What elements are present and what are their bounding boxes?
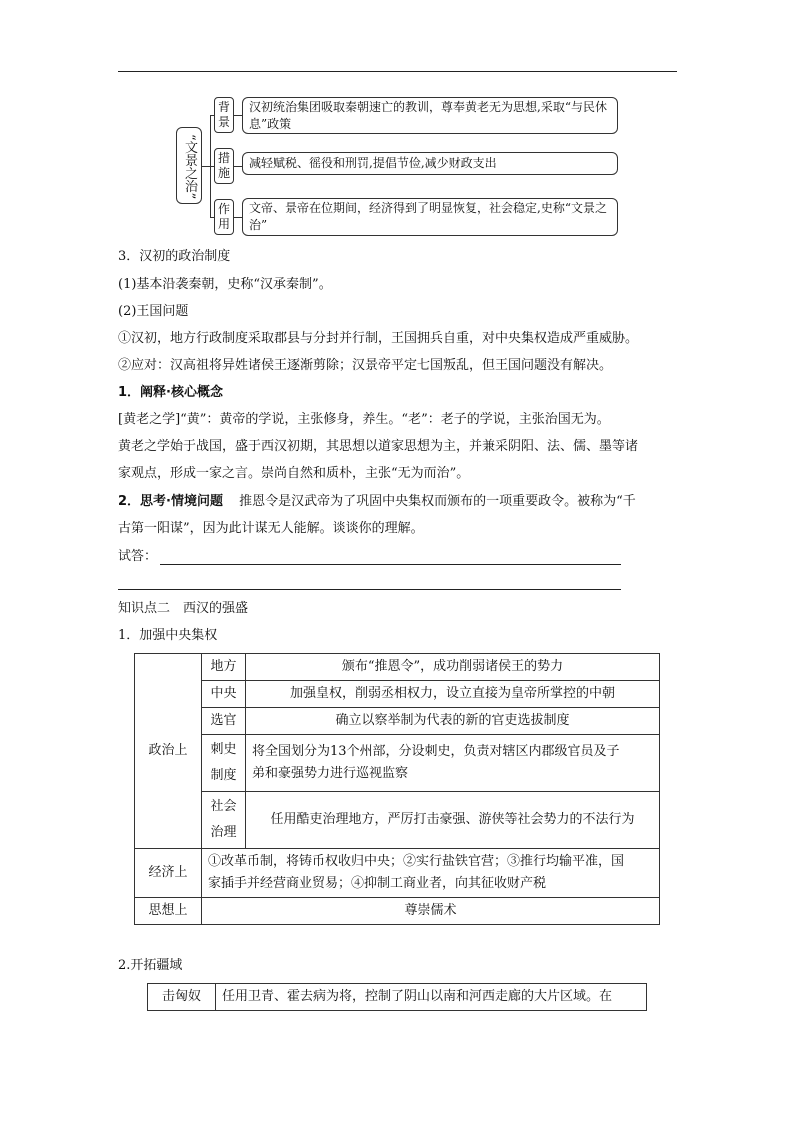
table-row bbox=[135, 654, 660, 681]
think-heading: 2．思考·情境问题 bbox=[118, 494, 223, 509]
thought-label: 思想上 bbox=[135, 898, 202, 925]
paragraph: (1)基本沿袭秦朝，史称“汉承秦制”。 bbox=[118, 277, 332, 292]
mindmap-connector bbox=[202, 166, 210, 167]
row-key: 地方 bbox=[202, 654, 246, 681]
row-key: 选官 bbox=[202, 708, 246, 735]
mindmap-branch-label: 作用 bbox=[214, 199, 234, 235]
row-value: 颁布“推恩令”，成功削弱诸侯王的势力 bbox=[246, 654, 660, 681]
frontier-value: 任用卫青、霍去病为将，控制了阴山以南和河西走廊的大片区域。在 bbox=[216, 984, 647, 1011]
row-value: 将全国划分为13个州部，分设刺史，负责对辖区内郡级官员及子 弟和豪强势力进行巡视监察 bbox=[246, 735, 660, 792]
subsection-heading: 2.开拓疆域 bbox=[118, 958, 183, 973]
paragraph: ②应对：汉高祖将异姓诸侯王逐渐剪除；汉景帝平定七国叛乱，但王国问题没有解决。 bbox=[118, 358, 613, 373]
table-row bbox=[135, 849, 660, 898]
page-header-rule bbox=[118, 71, 677, 72]
row-value: 任用酷吏治理地方，严厉打击豪强、游侠等社会势力的不法行为 bbox=[246, 792, 660, 849]
mindmap-branch-text: 文帝、景帝在位期间，经济得到了明显恢复，社会稳定,史称“文景之治” bbox=[242, 198, 618, 236]
think-text: 古第一阳谋”，因为此计谋无人能解。谈谈你的理解。 bbox=[118, 521, 424, 536]
answer-label: 试答： bbox=[118, 549, 158, 564]
table-row bbox=[135, 792, 660, 849]
row-key: 刺史 制度 bbox=[202, 735, 246, 792]
concept-text: 黄老之学始于战国，盛于西汉初期，其思想以道家思想为主，并兼采阴阳、法、儒、墨等诸 bbox=[118, 439, 639, 454]
row-key: 社会 治理 bbox=[202, 792, 246, 849]
mindmap-connector bbox=[234, 217, 242, 218]
paragraph: (2)王国问题 bbox=[118, 304, 189, 319]
centralization-table bbox=[134, 653, 660, 925]
table-row bbox=[148, 984, 647, 1011]
table-row bbox=[135, 898, 660, 925]
concept-text: 家观点，形成一家之言。崇尚自然和质朴，主张“无为而治”。 bbox=[118, 466, 470, 481]
row-value: 加强皇权，削弱丞相权力，设立直接为皇帝所掌控的中朝 bbox=[246, 681, 660, 708]
mindmap-branch-text: 减轻赋税、徭役和刑罚,提倡节俭,减少财政支出 bbox=[242, 152, 618, 175]
section-heading: 知识点二 西汉的强盛 bbox=[118, 601, 249, 616]
mindmap-branch-text: 汉初统治集团吸取秦朝速亡的教训，尊奉黄老无为思想,采取“与民休息”政策 bbox=[242, 97, 618, 134]
economy-label: 经济上 bbox=[135, 849, 202, 898]
think-line bbox=[118, 493, 636, 511]
answer-line[interactable] bbox=[118, 589, 621, 590]
mindmap-branch-label: 措施 bbox=[214, 148, 234, 184]
economy-value: ①改革币制，将铸币权收归中央；②实行盐铁官营；③推行均输平准，国 家插手并经营商业贸易；④抑制工商业者，向其征收财产税 bbox=[202, 849, 660, 898]
mindmap-branch-label: 背景 bbox=[214, 97, 234, 133]
politics-label: 政治上 bbox=[135, 654, 202, 849]
concept-heading: 1．阐释·核心概念 bbox=[118, 385, 223, 400]
table-row bbox=[135, 735, 660, 792]
row-value: 确立以察举制为代表的新的官吏选拔制度 bbox=[246, 708, 660, 735]
row-key: 中央 bbox=[202, 681, 246, 708]
mindmap-connector bbox=[234, 166, 242, 167]
answer-line[interactable] bbox=[160, 564, 621, 565]
subsection-heading: 1．加强中央集权 bbox=[118, 628, 218, 643]
think-text: 推恩令是汉武帝为了巩固中央集权而颁布的一项重要政令。被称为“千 bbox=[239, 494, 636, 509]
frontier-table bbox=[147, 983, 647, 1011]
mindmap-connector bbox=[234, 115, 242, 116]
section-heading: 3．汉初的政治制度 bbox=[118, 249, 231, 264]
table-row bbox=[135, 708, 660, 735]
table-row bbox=[135, 681, 660, 708]
frontier-key: 击匈奴 bbox=[148, 984, 216, 1011]
paragraph: ①汉初，地方行政制度采取郡县与分封并行制，王国拥兵自重，对中央集权造成严重威胁。 bbox=[118, 331, 639, 346]
thought-value: 尊崇儒术 bbox=[202, 898, 660, 925]
concept-text: [黄老之学]“黄”：黄帝的学说，主张修身，养生。“老”：老子的学说，主张治国无为。 bbox=[118, 412, 610, 427]
mindmap-root: “文景之治” bbox=[176, 127, 202, 204]
